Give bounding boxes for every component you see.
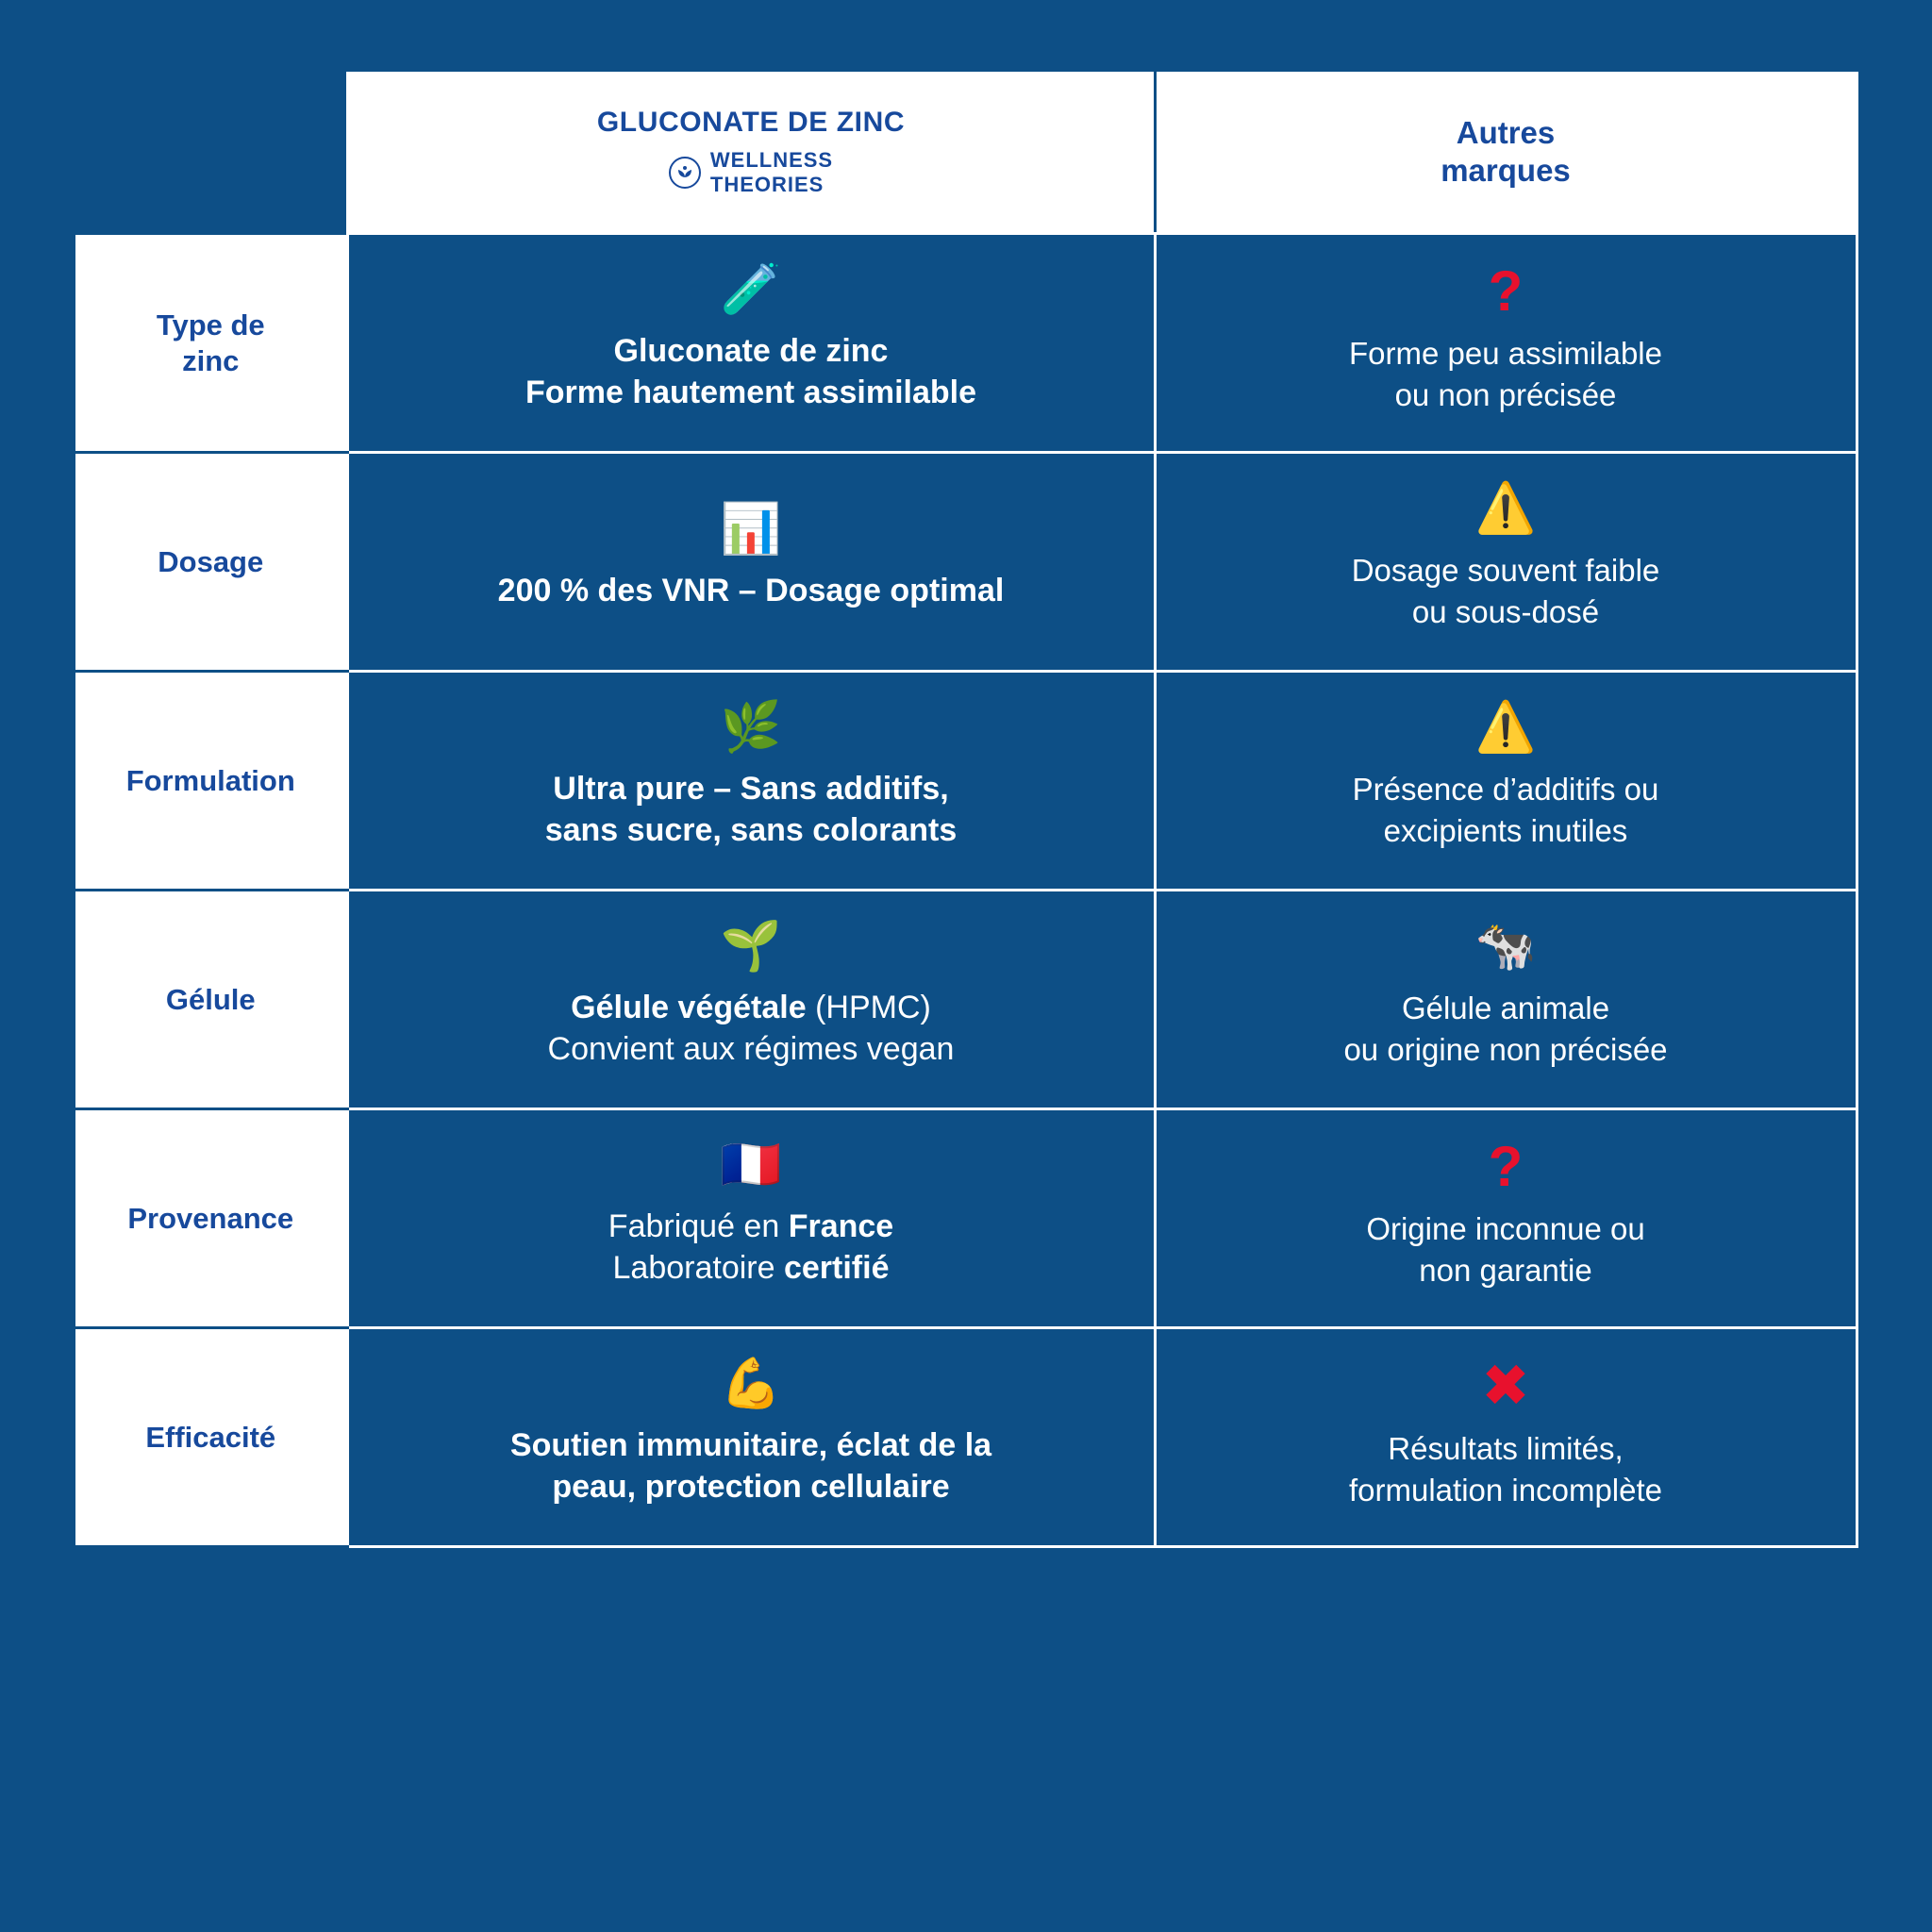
brand-text-line1-bold: France bbox=[788, 1208, 894, 1244]
other-text-line1: Présence d’additifs ou bbox=[1352, 771, 1659, 807]
brand-text-line1: Ultra pure – Sans additifs, bbox=[553, 770, 949, 807]
bar-chart-icon: 📊 bbox=[720, 500, 782, 558]
brand-logo-line2: THEORIES bbox=[709, 172, 824, 196]
question-mark-icon: ? bbox=[1488, 1134, 1524, 1198]
cross-mark-icon: ✖ bbox=[1481, 1350, 1530, 1420]
herb-icon: 🌿 bbox=[720, 698, 782, 756]
row-label-line1: Provenance bbox=[127, 1201, 294, 1235]
seedling-icon: 🌱 bbox=[720, 917, 782, 974]
table-row bbox=[75, 672, 1857, 891]
brand-text-line1 bbox=[375, 1207, 1127, 1248]
brand-text-line1: Gluconate de zinc bbox=[613, 332, 889, 369]
wellness-theories-logo-icon bbox=[669, 157, 701, 189]
brand-cell-gelule bbox=[347, 891, 1155, 1109]
other-cell-type-de-zinc bbox=[1155, 234, 1857, 453]
brand-text-line2: peau, protection cellulaire bbox=[552, 1468, 950, 1505]
brand-cell-efficacite bbox=[347, 1328, 1155, 1547]
other-text-line2: ou origine non précisée bbox=[1343, 1031, 1668, 1067]
brand-text-line2: Convient aux régimes vegan bbox=[547, 1030, 955, 1067]
brand-cell-dosage bbox=[347, 453, 1155, 672]
header-empty-cell bbox=[75, 74, 347, 234]
row-label-line1: Dosage bbox=[158, 544, 264, 578]
other-text-line1: Gélule animale bbox=[1401, 990, 1610, 1025]
table-row bbox=[75, 891, 1857, 1109]
brand-text-line1-rest: (HPMC) bbox=[806, 989, 931, 1025]
other-text-line1: Résultats limités, bbox=[1388, 1430, 1624, 1466]
other-text-line2: ou sous-dosé bbox=[1411, 593, 1600, 629]
brand-text-line1: 200 % des VNR – Dosage optimal bbox=[497, 572, 1005, 608]
other-text-line2: formulation incomplète bbox=[1349, 1472, 1662, 1507]
table-row bbox=[75, 1328, 1857, 1547]
brand-text-line2: sans sucre, sans colorants bbox=[544, 811, 958, 848]
row-label-provenance bbox=[75, 1109, 347, 1328]
brand-text-line2: Forme hautement assimilable bbox=[525, 374, 977, 410]
table-row bbox=[75, 453, 1857, 672]
row-label-efficacite bbox=[75, 1328, 347, 1547]
flexed-biceps-icon: 💪 bbox=[720, 1355, 782, 1412]
brand-logo-line1: WELLNESS bbox=[709, 148, 834, 173]
other-brands-title bbox=[1166, 114, 1846, 189]
table-header-row bbox=[75, 74, 1857, 234]
warning-icon: ⚠️ bbox=[1474, 698, 1537, 756]
row-label-formulation bbox=[75, 672, 347, 891]
other-cell-provenance bbox=[1155, 1109, 1857, 1328]
row-label-line1: Formulation bbox=[125, 763, 295, 797]
row-label-gelule bbox=[75, 891, 347, 1109]
test-tube-icon: 🧪 bbox=[720, 260, 782, 318]
row-label-line2: zinc bbox=[182, 343, 240, 377]
brand-text-line1-pre: Fabriqué en bbox=[608, 1208, 789, 1244]
other-brands-line1: Autres bbox=[1456, 114, 1556, 150]
other-text-line2: ou non précisée bbox=[1394, 376, 1617, 412]
other-text-line1: Dosage souvent faible bbox=[1351, 552, 1660, 588]
brand-title: GLUCONATE DE ZINC bbox=[596, 106, 906, 138]
comparison-table-wrapper bbox=[75, 72, 1857, 1883]
other-cell-gelule bbox=[1155, 891, 1857, 1109]
brand-text-line2-pre: Laboratoire bbox=[612, 1249, 784, 1286]
warning-icon: ⚠️ bbox=[1474, 479, 1537, 537]
row-label-line1: Efficacité bbox=[145, 1420, 276, 1454]
comparison-table bbox=[75, 72, 1858, 1548]
other-text-line1: Forme peu assimilable bbox=[1349, 335, 1662, 371]
other-text-line1: Origine inconnue ou bbox=[1366, 1210, 1645, 1246]
brand-text-line1-bold: Gélule végétale bbox=[571, 989, 807, 1025]
cow-icon: 🐄 bbox=[1474, 917, 1537, 974]
other-text-line2: non garantie bbox=[1419, 1252, 1592, 1288]
table-row bbox=[75, 1109, 1857, 1328]
brand-text-line1: Soutien immunitaire, éclat de la bbox=[509, 1426, 992, 1463]
other-text-line2: excipients inutiles bbox=[1383, 812, 1628, 848]
table-row bbox=[75, 234, 1857, 453]
other-cell-efficacite bbox=[1155, 1328, 1857, 1547]
question-mark-icon: ? bbox=[1488, 258, 1524, 323]
brand-text-line1 bbox=[375, 988, 1127, 1029]
other-cell-formulation bbox=[1155, 672, 1857, 891]
brand-cell-type-de-zinc bbox=[347, 234, 1155, 453]
brand-logo-text bbox=[710, 148, 833, 196]
row-label-line1: Gélule bbox=[165, 982, 256, 1016]
other-brands-line2: marques bbox=[1441, 152, 1571, 188]
header-brand-cell bbox=[347, 74, 1155, 234]
brand-cell-formulation bbox=[347, 672, 1155, 891]
row-label-dosage bbox=[75, 453, 347, 672]
brand-logo bbox=[358, 148, 1144, 196]
other-cell-dosage bbox=[1155, 453, 1857, 672]
row-label-type-de-zinc bbox=[75, 234, 347, 453]
brand-cell-provenance bbox=[347, 1109, 1155, 1328]
brand-text-line2 bbox=[375, 1248, 1127, 1290]
row-label-line1: Type de bbox=[156, 308, 265, 342]
header-other-cell bbox=[1155, 74, 1857, 234]
brand-text-line2-bold: certifié bbox=[783, 1249, 890, 1286]
flag-france-icon: 🇫🇷 bbox=[720, 1136, 782, 1193]
